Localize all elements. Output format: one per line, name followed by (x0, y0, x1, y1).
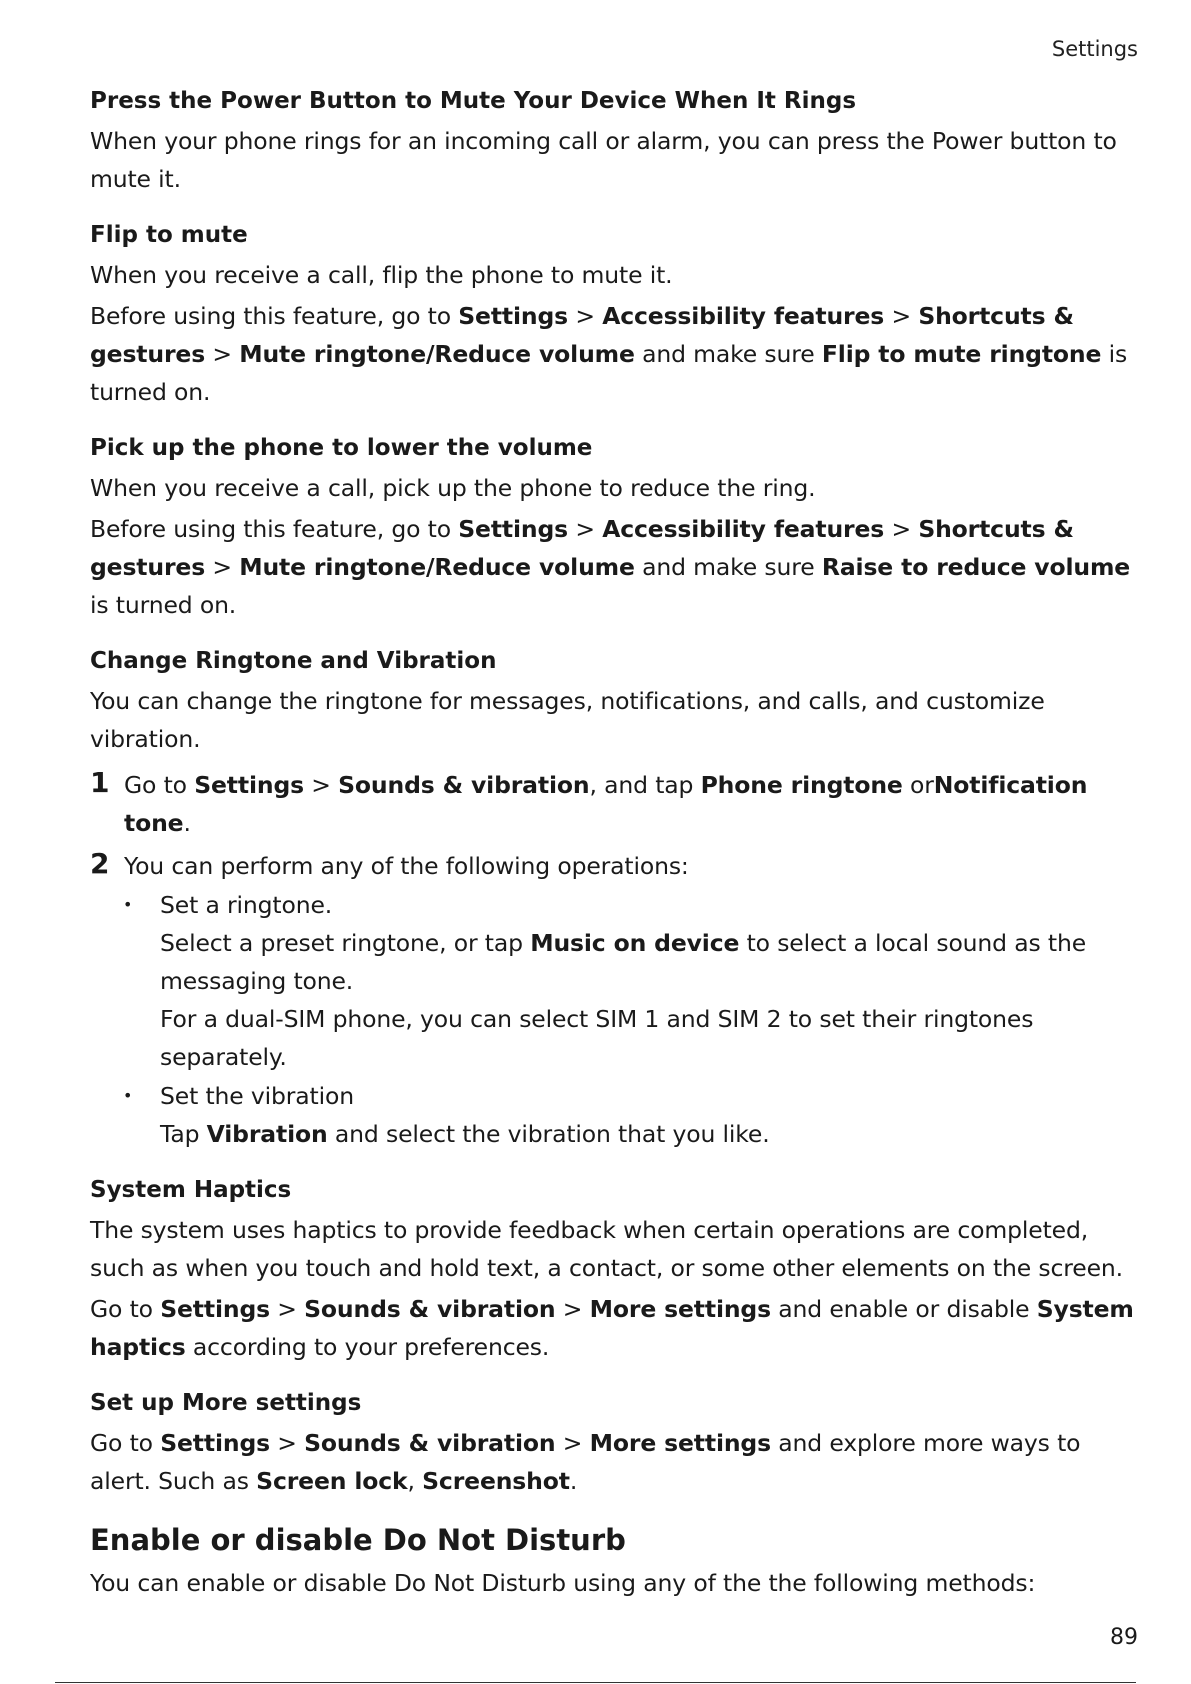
bullet-icon: • (123, 1086, 133, 1105)
heading-power-button-mute: Press the Power Button to Mute Your Device When It Rings (90, 88, 857, 114)
bullet-detail: Tap Vibration and select the vibration that you like. (160, 1120, 770, 1148)
heading-system-haptics: System Haptics (90, 1177, 292, 1203)
heading-more-settings: Set up More settings (90, 1390, 362, 1416)
step-1: 1 Go to Settings > Sounds & vibration, and tap Phone ringtone orNotification tone. (90, 766, 1088, 837)
paragraph: Go to Settings > Sounds & vibration > More settings and enable or disable System haptics according to your preferences. (90, 1295, 1134, 1361)
heading-flip-to-mute: Flip to mute (90, 222, 248, 248)
bullet-item: • Set a ringtone. (90, 886, 1140, 924)
paragraph: When you receive a call, flip the phone to mute it. (90, 261, 673, 289)
heading-pick-up-lower-volume: Pick up the phone to lower the volume (90, 435, 593, 461)
running-header: Settings (1051, 37, 1138, 61)
bullet-icon: • (123, 895, 133, 914)
paragraph: You can change the ringtone for messages, notifications, and calls, and customize vibration. (90, 687, 1045, 753)
paragraph: The system uses haptics to provide feedback when certain operations are completed, such as when you touch and hold text, a contact, or some other elements on the screen. (90, 1216, 1123, 1282)
page-content (90, 86, 1140, 1602)
heading-do-not-disturb: Enable or disable Do Not Disturb (90, 1523, 626, 1557)
paragraph: When your phone rings for an incoming call or alarm, you can press the Power button to mute it. (90, 127, 1117, 193)
heading-change-ringtone: Change Ringtone and Vibration (90, 648, 497, 674)
step-number: 1 (90, 766, 110, 799)
paragraph: When you receive a call, pick up the phone to reduce the ring. (90, 474, 816, 502)
paragraph: Go to Settings > Sounds & vibration > More settings and explore more ways to alert. Such as Screen lock, Screenshot. (90, 1429, 1081, 1495)
paragraph: Before using this feature, go to Settings > Accessibility features > Shortcuts & gestures > Mute ringtone/Reduce volume and make sure Raise to reduce volume is turned on. (90, 515, 1131, 619)
paragraph: You can enable or disable Do Not Disturb using any of the the following methods: (90, 1569, 1036, 1597)
bullet-detail: Select a preset ringtone, or tap Music on device to select a local sound as the messaging tone. (160, 929, 1087, 995)
step-number: 2 (90, 847, 110, 880)
bullet-detail: For a dual-SIM phone, you can select SIM 1 and SIM 2 to set their ringtones separately. (160, 1005, 1034, 1071)
footer-divider (55, 1682, 1136, 1683)
step-2: 2 You can perform any of the following operations: (90, 847, 1140, 885)
page-number: 89 (1110, 1625, 1138, 1650)
bullet-item: • Set the vibration (90, 1077, 1140, 1115)
paragraph: Before using this feature, go to Settings > Accessibility features > Shortcuts & gestures > Mute ringtone/Reduce volume and make sure Flip to mute ringtone is turned on. (90, 302, 1128, 406)
